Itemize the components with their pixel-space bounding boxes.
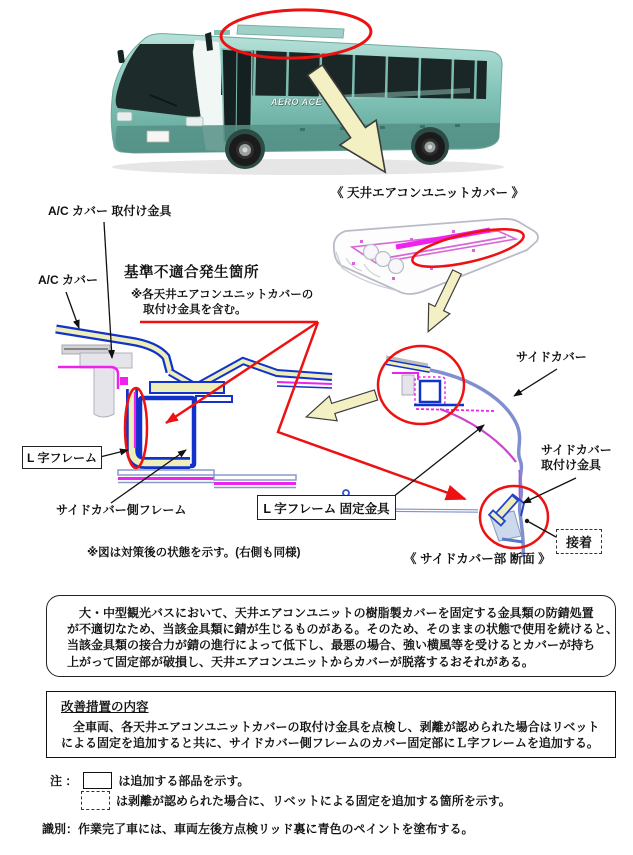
defect-note-line2: 取付け金具を含む。 (143, 304, 247, 316)
bus-rear-wheel (411, 127, 449, 165)
roof-cover-diagram (334, 219, 538, 294)
right-cross-section-diagram (336, 346, 548, 557)
l-frame-label-box (22, 446, 102, 469)
legend-rivet-row (81, 791, 511, 810)
legend-rivet-text: は剥離が認められた場合に、リベットによる固定を追加する箇所を示す。 (116, 794, 511, 808)
bus-front-wheel (225, 129, 265, 169)
countermeasure-line: による固定を追加すると共に、サイドカバー側フレームのカバー固定部にＬ字フレームを追加する。 (61, 736, 599, 750)
legend-note-prefix: 注 ： (50, 774, 78, 788)
bus-logo: AERO ACE (271, 97, 323, 107)
adhesive-label: 接着 (565, 535, 592, 550)
side-cover-frame-label: サイドカバー側フレーム (56, 503, 187, 517)
countermeasure-title: 改善措置の内容 (61, 700, 149, 714)
defect-heading: 基準不適合発生箇所 (124, 265, 259, 281)
bus-shadow (112, 159, 504, 175)
l-frame-bracket-label-box (257, 495, 396, 520)
legend-added-part-text: は追加する部品を示す。 (118, 774, 250, 788)
legend-added-part-row (50, 772, 249, 789)
l-frame-bracket-label: L 字フレーム 固定金具 (263, 501, 390, 516)
countermeasure-box (46, 691, 616, 758)
ac-cover-bracket-label: A/C カバー 取付け金具 (48, 204, 172, 218)
bus-photo (111, 7, 504, 175)
roof-ac-unit (237, 25, 344, 38)
bus-headlight-left (117, 112, 132, 121)
defect-note-line1: ※各天井エアコンユニットカバーの (131, 289, 314, 301)
bus-mirror-left (117, 50, 125, 64)
added-part-key-box (83, 772, 112, 789)
bus-license-plate (147, 131, 169, 142)
adhesive-point (525, 519, 529, 523)
bus-headlight-right (186, 117, 203, 126)
countermeasure-line: 全車両、各天井エアコンユニットカバーの取付け金具を点検し、剥離が認められた場合はリベット (61, 720, 600, 734)
side-cover-bracket-label (541, 443, 612, 473)
identification-note: 識別：作業完了車には、車両左後方点検リッド裏に青色のペイントを塗布する。 (42, 822, 474, 836)
rivet-key-box (81, 791, 110, 810)
side-cover-bracket-label-line2: 取付け金具 (541, 458, 602, 472)
side-cover-bracket-label-line1: サイドカバー (541, 443, 612, 457)
side-cover-label: サイドカバー (516, 350, 587, 364)
description-line: 大・中型観光バスにおいて、天井エアコンユニットの樹脂製カバーを固定する金具類の防錆処置 (67, 606, 594, 620)
section-caption: 《 サイドカバー部 断面 》 (404, 552, 551, 566)
description-line: 上がって固定部が破損し、天井エアコンユニットからカバーが脱落するおそれがある。 (67, 654, 534, 669)
postfix-note: ※図は対策後の状態を示す。(右側も同様) (87, 547, 301, 559)
l-frame-label: L 字フレーム (27, 451, 97, 465)
ac-cover-label: A/C カバー (38, 273, 99, 287)
arrow-section-to-detail (302, 383, 380, 430)
defect-description-box (46, 595, 619, 677)
roof-cover-caption: 《 天井エアコンユニットカバー 》 (331, 186, 524, 200)
description-line: 当該金具類の接合力が錆の進行によって低下し、最悪の場合、強い横風等を受けるとカバーが持ち (67, 638, 596, 653)
description-line: が不適切なため、当該金具類に錆が生じるものがある。そのため、そのままの状態で使用を続けると、 (67, 622, 619, 637)
adhesive-label-box (556, 529, 602, 554)
